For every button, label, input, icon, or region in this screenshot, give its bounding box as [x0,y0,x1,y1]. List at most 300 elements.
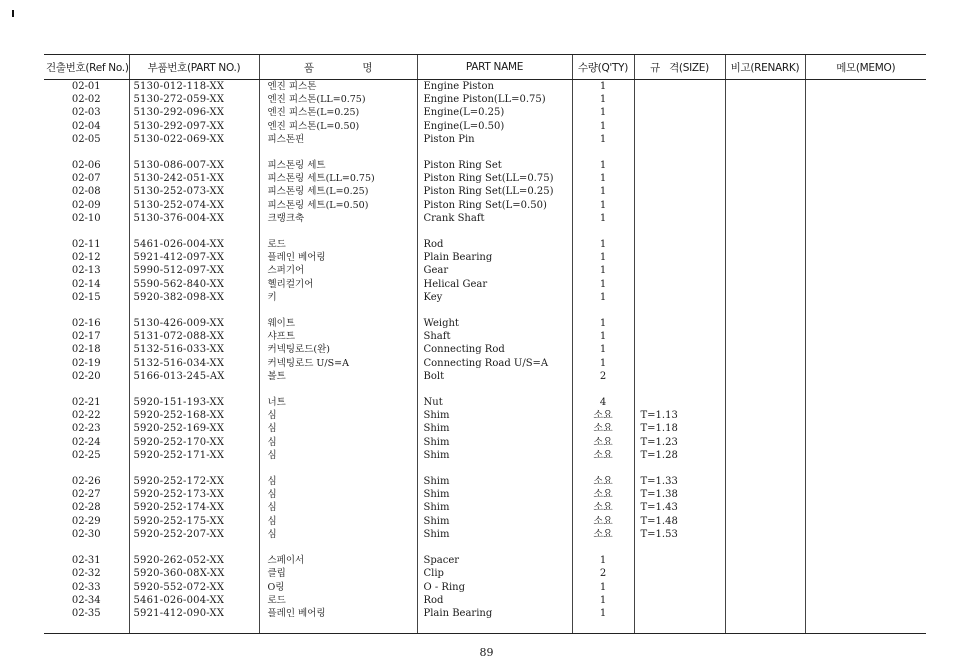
remark-cell [725,120,805,133]
part-no-cell: 5920-252-172-XX [129,475,259,488]
spacer-cell [44,620,129,634]
memo-cell [805,317,926,330]
korean-name-cell: 클립 [259,567,417,580]
remark-cell [725,409,805,422]
remark-cell [725,291,805,304]
spacer-cell [417,146,572,159]
spacer-cell [572,541,634,554]
quantity-cell: 1 [572,93,634,106]
size-cell: T=1.23 [634,436,725,449]
part-no-cell: 5990-512-097-XX [129,264,259,277]
table-row [44,396,926,409]
quantity-cell: 1 [572,581,634,594]
group-spacer-row [44,462,926,475]
quantity-cell: 1 [572,133,634,146]
part-name-cell: Engine Piston [417,80,572,94]
memo-cell [805,264,926,277]
size-cell: T=1.33 [634,475,725,488]
spacer-cell [417,620,572,634]
ref-no-cell: 02-15 [71,291,101,303]
memo-cell [805,291,926,304]
ref-no-cell: 02-23 [71,423,101,435]
part-name-cell: Nut [417,396,572,409]
ref-no-cell: 02-35 [71,607,101,619]
table-row [44,120,926,133]
part-no-cell: 5920-252-175-XX [129,515,259,528]
memo-cell [805,106,926,119]
part-name-cell: Plain Bearing [417,251,572,264]
ref-no-cell: 02-34 [71,594,101,606]
remark-cell [725,93,805,106]
table-row [44,357,926,370]
remark-cell [725,449,805,462]
size-cell [634,396,725,409]
part-no-cell: 5130-292-097-XX [129,120,259,133]
memo-cell [805,501,926,514]
table-row [44,212,926,225]
size-cell [634,159,725,172]
part-name-cell: Gear [417,264,572,277]
ref-no-cell: 02-22 [71,410,101,422]
korean-name-cell: 크랭크축 [259,212,417,225]
ref-no-cell: 02-01 [71,81,101,92]
memo-cell [805,330,926,343]
header-korean-name-char-2: 명 [362,61,373,74]
group-spacer-row [44,541,926,554]
korean-name-cell: 스퍼기어 [259,264,417,277]
quantity-cell: 1 [572,357,634,370]
spacer-cell [634,225,725,238]
table-row [44,607,926,620]
group-spacer-row [44,383,926,396]
spacer-cell [572,304,634,317]
memo-cell [805,278,926,291]
table-row [44,93,926,106]
part-no-cell: 5461-026-004-XX [129,238,259,251]
part-no-cell: 5166-013-245-AX [129,370,259,383]
header-korean-name [259,55,417,80]
size-cell [634,93,725,106]
spacer-cell [805,462,926,475]
table-row [44,515,926,528]
remark-cell [725,436,805,449]
table-row [44,343,926,356]
korean-name-cell: 볼트 [259,370,417,383]
table-row [44,449,926,462]
remark-cell [725,370,805,383]
spacer-cell [259,146,417,159]
korean-name-cell: 심 [259,449,417,462]
korean-name-cell: 웨이트 [259,317,417,330]
ref-no-cell: 02-33 [71,581,101,593]
spacer-cell [805,225,926,238]
remark-cell [725,278,805,291]
spacer-cell [725,383,805,396]
ref-no-cell: 02-07 [71,173,101,185]
remark-cell [725,581,805,594]
remark-cell [725,199,805,212]
header-part-name: PART NAME [417,55,572,80]
memo-cell [805,212,926,225]
spacer-cell [725,304,805,317]
memo-cell [805,357,926,370]
size-cell: T=1.48 [634,515,725,528]
korean-name-cell: 로드 [259,238,417,251]
quantity-cell: 1 [572,120,634,133]
ref-no-cell: 02-06 [71,160,101,172]
part-name-cell: Spacer [417,554,572,567]
table-row [44,501,926,514]
remark-cell [725,251,805,264]
part-name-cell: Weight [417,317,572,330]
part-no-cell: 5130-022-069-XX [129,133,259,146]
quantity-cell: 1 [572,212,634,225]
size-cell [634,291,725,304]
part-no-cell: 5920-252-174-XX [129,501,259,514]
remark-cell [725,159,805,172]
quantity-cell: 1 [572,172,634,185]
quantity-cell: 소요 [572,501,634,514]
part-name-cell: Shim [417,501,572,514]
size-cell [634,106,725,119]
part-no-cell: 5920-552-072-XX [129,581,259,594]
spacer-cell [129,620,259,634]
part-name-cell: Piston Pin [417,133,572,146]
korean-name-cell: 샤프트 [259,330,417,343]
part-name-cell: Helical Gear [417,278,572,291]
quantity-cell: 1 [572,594,634,607]
spacer-cell [725,462,805,475]
ref-no-cell: 02-11 [71,239,101,251]
korean-name-cell: 심 [259,528,417,541]
header-memo: 메모(MEMO) [805,55,926,80]
memo-cell [805,159,926,172]
ref-no-cell: 02-08 [71,186,101,198]
korean-name-cell: 스페이서 [259,554,417,567]
spacer-cell [572,383,634,396]
spacer-cell [805,146,926,159]
korean-name-cell: 헬리컬기어 [259,278,417,291]
remark-cell [725,422,805,435]
part-name-cell: Key [417,291,572,304]
header-size-label: 격(SIZE) [669,61,709,74]
korean-name-cell: 플레인 베어링 [259,607,417,620]
remark-cell [725,475,805,488]
part-no-cell: 5921-412-090-XX [129,607,259,620]
table-row [44,264,926,277]
table-row [44,133,926,146]
part-no-cell: 5920-252-207-XX [129,528,259,541]
memo-cell [805,567,926,580]
ref-no-cell: 02-04 [71,120,101,132]
part-name-cell: Rod [417,594,572,607]
remark-cell [725,607,805,620]
memo-cell [805,185,926,198]
group-spacer-row [44,225,926,238]
table-row [44,291,926,304]
part-name-cell: O - Ring [417,581,572,594]
part-name-cell: Plain Bearing [417,607,572,620]
ref-no-cell: 02-14 [71,278,101,290]
part-name-cell: Engine(L=0.50) [417,120,572,133]
parts-table [44,54,926,634]
part-no-cell: 5920-382-098-XX [129,291,259,304]
part-name-cell: Shim [417,488,572,501]
spacer-cell [259,383,417,396]
quantity-cell: 1 [572,185,634,198]
spacer-cell [725,541,805,554]
part-name-cell: Connecting Road U/S=A [417,357,572,370]
page-number: 89 [479,646,494,659]
korean-name-cell: 플레인 베어링 [259,251,417,264]
table-row [44,330,926,343]
remark-cell [725,594,805,607]
part-no-cell: 5130-376-004-XX [129,212,259,225]
quantity-cell: 1 [572,106,634,119]
size-cell [634,264,725,277]
ref-no-cell: 02-24 [71,436,101,448]
part-name-cell: Shim [417,436,572,449]
header-size [634,55,725,80]
header-row [44,55,926,80]
spacer-cell [417,541,572,554]
quantity-cell: 1 [572,251,634,264]
korean-name-cell: 엔진 피스톤(L=0.25) [259,106,417,119]
ref-no-cell: 02-32 [71,568,101,580]
part-name-cell: Connecting Rod [417,343,572,356]
header-remark: 비고(RENARK) [725,55,805,80]
part-name-cell: Shim [417,409,572,422]
part-no-cell: 5130-252-074-XX [129,199,259,212]
quantity-cell: 1 [572,199,634,212]
spacer-cell [572,620,634,634]
table-row [44,488,926,501]
korean-name-cell: 피스톤링 세트(LL=0.75) [259,172,417,185]
memo-cell [805,422,926,435]
ref-no-cell: 02-29 [71,515,101,527]
part-name-cell: Engine Piston(LL=0.75) [417,93,572,106]
quantity-cell: 1 [572,317,634,330]
part-name-cell: Piston Ring Set(LL=0.75) [417,172,572,185]
spacer-cell [634,462,725,475]
table-row [44,422,926,435]
table-row [44,370,926,383]
header-size-char-1: 규 [650,61,660,74]
korean-name-cell: 너트 [259,396,417,409]
part-no-cell: 5920-360-08X-XX [129,567,259,580]
korean-name-cell: 피스톤핀 [259,133,417,146]
quantity-cell: 소요 [572,436,634,449]
quantity-cell: 소요 [572,488,634,501]
memo-cell [805,515,926,528]
korean-name-cell: 심 [259,422,417,435]
remark-cell [725,264,805,277]
part-no-cell: 5920-262-052-XX [129,554,259,567]
size-cell [634,199,725,212]
size-cell [634,343,725,356]
size-cell [634,133,725,146]
memo-cell [805,199,926,212]
part-name-cell: Engine(L=0.25) [417,106,572,119]
spacer-cell [725,146,805,159]
remark-cell [725,343,805,356]
ref-no-cell: 02-13 [71,265,101,277]
memo-cell [805,93,926,106]
part-no-cell: 5920-252-170-XX [129,436,259,449]
ref-no-cell: 02-25 [71,449,101,461]
part-no-cell: 5130-012-118-XX [129,80,259,94]
part-no-cell: 5920-252-169-XX [129,422,259,435]
spacer-cell [417,304,572,317]
part-no-cell: 5920-252-173-XX [129,488,259,501]
table-row [44,581,926,594]
part-no-cell: 5131-072-088-XX [129,330,259,343]
table-row [44,251,926,264]
spacer-cell [44,304,129,317]
remark-cell [725,317,805,330]
korean-name-cell: 심 [259,501,417,514]
quantity-cell: 소요 [572,449,634,462]
ref-no-cell: 02-19 [71,357,101,369]
header-part-no: 부품번호(PART NO.) [129,55,259,80]
part-name-cell: Rod [417,238,572,251]
memo-cell [805,554,926,567]
header-ref-no: 건출번호(Ref No.) [44,55,129,80]
part-name-cell: Shim [417,528,572,541]
korean-name-cell: 엔진 피스톤(L=0.50) [259,120,417,133]
spacer-cell [44,146,129,159]
remark-cell [725,554,805,567]
spacer-cell [259,620,417,634]
spacer-cell [44,225,129,238]
korean-name-cell: 키 [259,291,417,304]
quantity-cell: 소요 [572,422,634,435]
memo-cell [805,80,926,94]
part-no-cell: 5130-272-059-XX [129,93,259,106]
remark-cell [725,172,805,185]
memo-cell [805,528,926,541]
ref-no-cell: 02-20 [71,370,101,382]
table-row [44,436,926,449]
korean-name-cell: 피스톤링 세트 [259,159,417,172]
remark-cell [725,330,805,343]
part-no-cell: 5130-292-096-XX [129,106,259,119]
memo-cell [805,396,926,409]
spacer-cell [129,146,259,159]
quantity-cell: 소요 [572,409,634,422]
size-cell [634,581,725,594]
quantity-cell: 1 [572,343,634,356]
quantity-cell: 2 [572,567,634,580]
ref-no-cell: 02-03 [71,107,101,119]
part-name-cell: Shim [417,422,572,435]
spacer-cell [572,225,634,238]
table-row [44,567,926,580]
size-cell: T=1.28 [634,449,725,462]
spacer-cell [417,462,572,475]
korean-name-cell: O링 [259,581,417,594]
quantity-cell: 2 [572,370,634,383]
scan-artifact-mark [12,10,14,17]
group-spacer-row [44,620,926,634]
size-cell [634,212,725,225]
table-row [44,554,926,567]
size-cell: T=1.43 [634,501,725,514]
remark-cell [725,357,805,370]
ref-no-cell: 02-09 [71,199,101,211]
size-cell: T=1.53 [634,528,725,541]
spacer-cell [805,541,926,554]
memo-cell [805,172,926,185]
part-name-cell: Clip [417,567,572,580]
header-quantity: 수량(Q'TY) [572,55,634,80]
memo-cell [805,238,926,251]
ref-no-cell: 02-05 [71,133,101,145]
quantity-cell: 1 [572,159,634,172]
spacer-cell [634,304,725,317]
ref-no-cell: 02-10 [71,212,101,224]
ref-no-cell: 02-27 [71,489,101,501]
korean-name-cell: 피스톤링 세트(L=0.50) [259,199,417,212]
ref-no-cell: 02-12 [71,252,101,264]
group-spacer-row [44,304,926,317]
part-no-cell: 5132-516-034-XX [129,357,259,370]
korean-name-cell: 커넥팅로드 U/S=A [259,357,417,370]
size-cell [634,251,725,264]
part-no-cell: 5590-562-840-XX [129,278,259,291]
part-no-cell: 5130-426-009-XX [129,317,259,330]
size-cell [634,185,725,198]
table-row [44,409,926,422]
size-cell [634,370,725,383]
part-name-cell: Piston Ring Set(L=0.50) [417,199,572,212]
ref-no-cell: 02-18 [71,344,101,356]
size-cell [634,554,725,567]
remark-cell [725,515,805,528]
table-row [44,185,926,198]
memo-cell [805,133,926,146]
group-spacer-row [44,146,926,159]
memo-cell [805,449,926,462]
size-cell [634,120,725,133]
memo-cell [805,251,926,264]
remark-cell [725,488,805,501]
size-cell [634,357,725,370]
spacer-cell [572,146,634,159]
memo-cell [805,475,926,488]
memo-cell [805,120,926,133]
table-row [44,106,926,119]
ref-no-cell: 02-28 [71,502,101,514]
spacer-cell [417,383,572,396]
spacer-cell [634,620,725,634]
spacer-cell [44,383,129,396]
ref-no-cell: 02-02 [71,94,101,106]
ref-no-cell: 02-26 [71,476,101,488]
memo-cell [805,607,926,620]
part-name-cell: Piston Ring Set [417,159,572,172]
remark-cell [725,501,805,514]
spacer-cell [805,304,926,317]
spacer-cell [259,462,417,475]
part-name-cell: Crank Shaft [417,212,572,225]
korean-name-cell: 커넥팅로드(완) [259,343,417,356]
memo-cell [805,370,926,383]
korean-name-cell: 심 [259,488,417,501]
table-row [44,159,926,172]
quantity-cell: 1 [572,278,634,291]
part-no-cell: 5132-516-033-XX [129,343,259,356]
